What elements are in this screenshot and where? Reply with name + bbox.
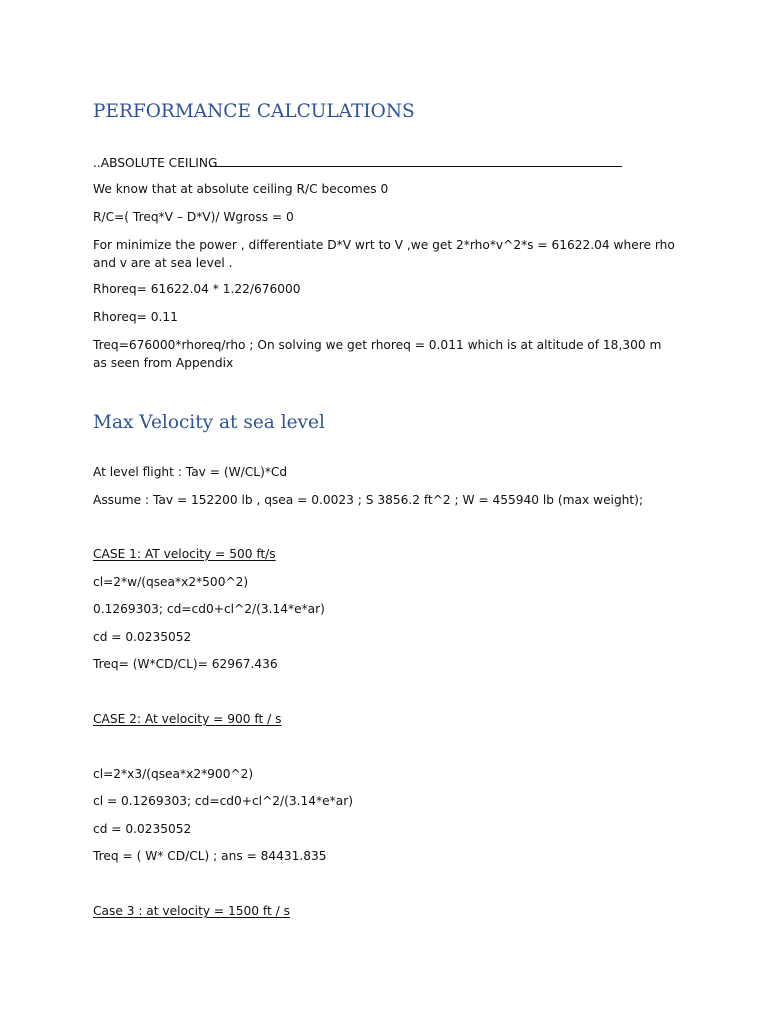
max-velocity-heading: Max Velocity at sea level [93, 412, 325, 433]
subheading-prefix: .. [93, 156, 101, 170]
level-flight-equation: At level flight : Tav = (W/CL)*Cd [93, 465, 288, 479]
paragraph-minimize-power: For minimize the power , differentiate D*V wrt to V ,we get 2*rho*v^2*s = 61622.04 where rho and v are at sea level . [93, 238, 675, 270]
equation-rhoreq-1: Rhoreq= 61622.04 * 1.22/676000 [93, 282, 301, 296]
paragraph-treq-altitude: Treq=676000*rhoreq/rho ; On solving we get rhoreq = 0.011 which is at altitude of 18,300 m as seen from Appendix [93, 338, 662, 370]
case-1-title: CASE 1: AT velocity = 500 ft/s [93, 547, 276, 561]
case-2-title: CASE 2: At velocity = 900 ft / s [93, 712, 282, 726]
subheading-underline-rule [210, 166, 622, 167]
case-2-line: cl = 0.1269303; cd=cd0+cl^2/(3.14*e*ar) [93, 794, 353, 808]
performance-calculations-heading: PERFORMANCE CALCULATIONS [93, 101, 415, 122]
case-1-line: cd = 0.0235052 [93, 630, 192, 644]
case-2-line: cl=2*x3/(qsea*x2*900^2) [93, 767, 254, 781]
case-1-line: Treq= (W*CD/CL)= 62967.436 [93, 657, 278, 671]
paragraph-absolute-ceiling-rc: We know that at absolute ceiling R/C becomes 0 [93, 182, 389, 196]
assumptions-line: Assume : Tav = 152200 lb , qsea = 0.0023 ; S 3856.2 ft^2 ; W = 455940 lb (max weight); [93, 493, 644, 507]
case-2-line: cd = 0.0235052 [93, 822, 192, 836]
equation-rc: R/C=( Treq*V – D*V)/ Wgross = 0 [93, 210, 294, 224]
absolute-ceiling-subheading [93, 155, 217, 171]
case-1-line: 0.1269303; cd=cd0+cl^2/(3.14*e*ar) [93, 602, 325, 616]
case-3-title: Case 3 : at velocity = 1500 ft / s [93, 904, 290, 918]
equation-rhoreq-2: Rhoreq= 0.11 [93, 310, 178, 324]
absolute-ceiling-label: ABSOLUTE CEILING [100, 156, 218, 170]
case-2-line: Treq = ( W* CD/CL) ; ans = 84431.835 [93, 849, 327, 863]
case-1-line: cl=2*w/(qsea*x2*500^2) [93, 575, 249, 589]
